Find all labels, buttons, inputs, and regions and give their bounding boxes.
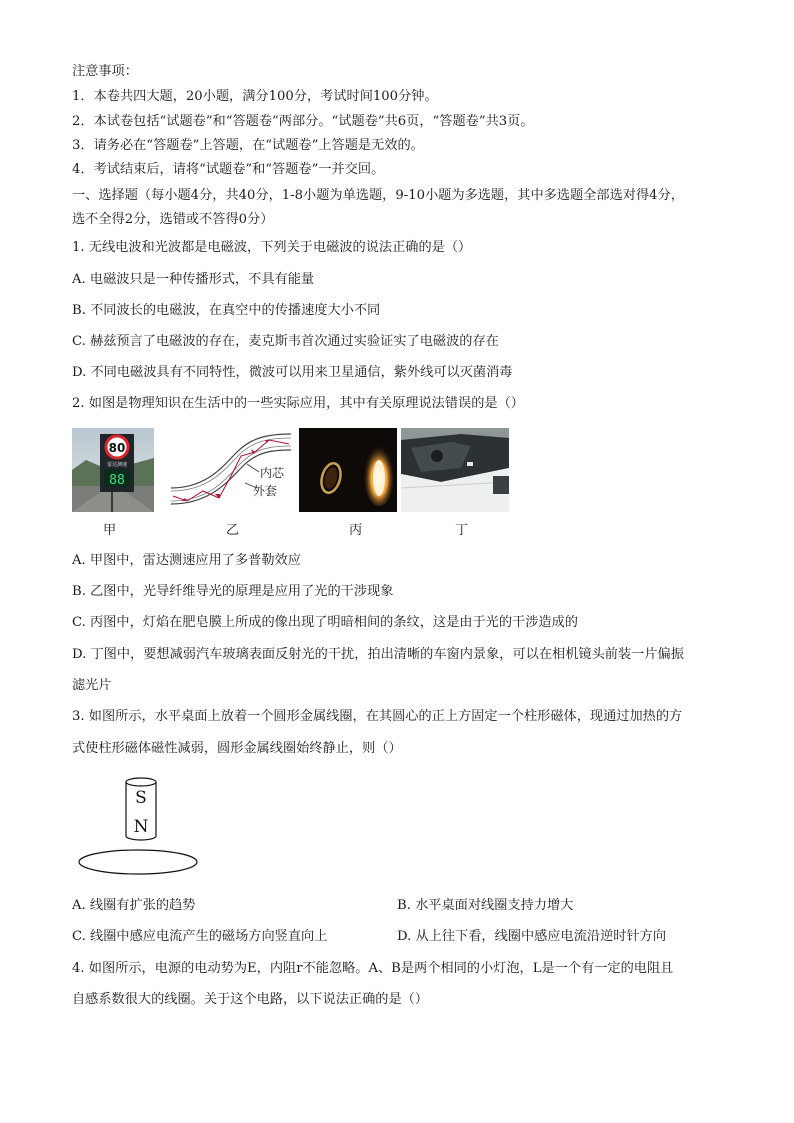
figure-bing-flame-photo bbox=[299, 428, 397, 512]
q2-option-d-cont: 滤光片 bbox=[72, 678, 112, 693]
q3-stem-line1: 3. 如图所示，水平桌面上放着一个圆形金属线圈，在其圆心的正上方固定一个柱形磁体，现通过加热的方 bbox=[72, 709, 683, 724]
q3-option-b: B. 水平桌面对线圈支持力增大 bbox=[397, 898, 574, 913]
q2-option-c: C. 丙图中，灯焰在肥皂膜上所成的像出现了明暗相间的条纹，这是由于光的干涉造成的 bbox=[72, 615, 578, 630]
section-title-line2: 选不全得2分，选错或不答得0分） bbox=[72, 212, 274, 227]
q2-stem: 2. 如图是物理知识在生活中的一些实际应用，其中有关原理说法错误的是（） bbox=[72, 396, 524, 411]
q3-stem-line2: 式使柱形磁体磁性减弱，圆形金属线圈始终静止，则（） bbox=[72, 741, 402, 756]
section-title-line1: 一、选择题（每小题4分，共40分，1-8小题为单选题，9-10小题为多选题，其中多选题全部选对得4分， bbox=[72, 188, 684, 203]
q4-stem-line2: 自感系数很大的线圈。关于这个电路，以下说法正确的是（） bbox=[72, 992, 429, 1007]
q1-option-a: A. 电磁波只是一种传播形式，不具有能量 bbox=[72, 272, 315, 287]
q3-option-d: D. 从上往下看，线圈中感应电流沿逆时针方向 bbox=[397, 929, 667, 944]
notice-item-1: 1．本卷共四大题，20小题，满分100分，考试时间100分钟。 bbox=[72, 89, 438, 104]
figure-jia-radar-photo bbox=[72, 428, 154, 512]
q3-option-a: A. 线圈有扩张的趋势 bbox=[72, 898, 196, 913]
notice-item-4: 4．考试结束后，请将“试题卷”和“答题卷”一并交回。 bbox=[72, 162, 385, 177]
speed-sign-number: 80 bbox=[108, 441, 126, 455]
figure-ding-car-photo bbox=[401, 428, 509, 512]
caption-bing: 丙 bbox=[349, 523, 363, 538]
q2-option-b: B. 乙图中，光导纤维导光的原理是应用了光的干涉现象 bbox=[72, 584, 394, 599]
q1-option-d: D. 不同电磁波具有不同特性，微波可以用来卫星通信，紫外线可以灭菌消毒 bbox=[72, 365, 513, 380]
q2-option-d: D. 丁图中，要想减弱汽车玻璃表面反射光的干扰，拍出清晰的车窗内景象，可以在相机镜头前装一片偏振 bbox=[72, 647, 684, 662]
q1-option-c: C. 赫兹预言了电磁波的存在，麦克斯韦首次通过实验证实了电磁波的存在 bbox=[72, 334, 499, 349]
magnet-n-pole: N bbox=[133, 817, 149, 837]
notice-heading: 注意事项： bbox=[72, 64, 138, 79]
radar-panel-text: 雷达测速 bbox=[106, 462, 128, 468]
q2-option-a: A. 甲图中，雷达测速应用了多普勒效应 bbox=[72, 553, 301, 568]
caption-ding: 丁 bbox=[455, 523, 469, 538]
notice-item-3: 3．请务必在“答题卷”上答题，在“试题卷”上答题是无效的。 bbox=[72, 138, 424, 153]
radar-panel-digits: 88 bbox=[109, 473, 125, 488]
figure-yi-fiber-diagram bbox=[167, 428, 295, 512]
q3-magnet-coil-figure bbox=[76, 772, 206, 880]
q1-stem: 1. 无线电波和光波都是电磁波，下列关于电磁波的说法正确的是（） bbox=[72, 240, 472, 255]
magnet-s-pole: S bbox=[135, 788, 147, 808]
q3-option-c: C. 线圈中感应电流产生的磁场方向竖直向上 bbox=[72, 929, 328, 944]
fiber-outer-label: 外套 bbox=[253, 484, 278, 498]
caption-jia: 甲 bbox=[103, 523, 117, 538]
notice-item-2: 2．本试卷包括“试题卷”和“答题卷”两部分。“试题卷”共6页，“答题卷”共3页。 bbox=[72, 114, 534, 129]
caption-yi: 乙 bbox=[226, 523, 240, 538]
q1-option-b: B. 不同波长的电磁波，在真空中的传播速度大小不同 bbox=[72, 303, 381, 318]
fiber-inner-label: 内芯 bbox=[260, 466, 285, 480]
q4-stem-line1: 4. 如图所示，电源的电动势为E，内阻r不能忽略。A、B是两个相同的小灯泡，L是一个有一定的电阻且 bbox=[72, 961, 674, 976]
